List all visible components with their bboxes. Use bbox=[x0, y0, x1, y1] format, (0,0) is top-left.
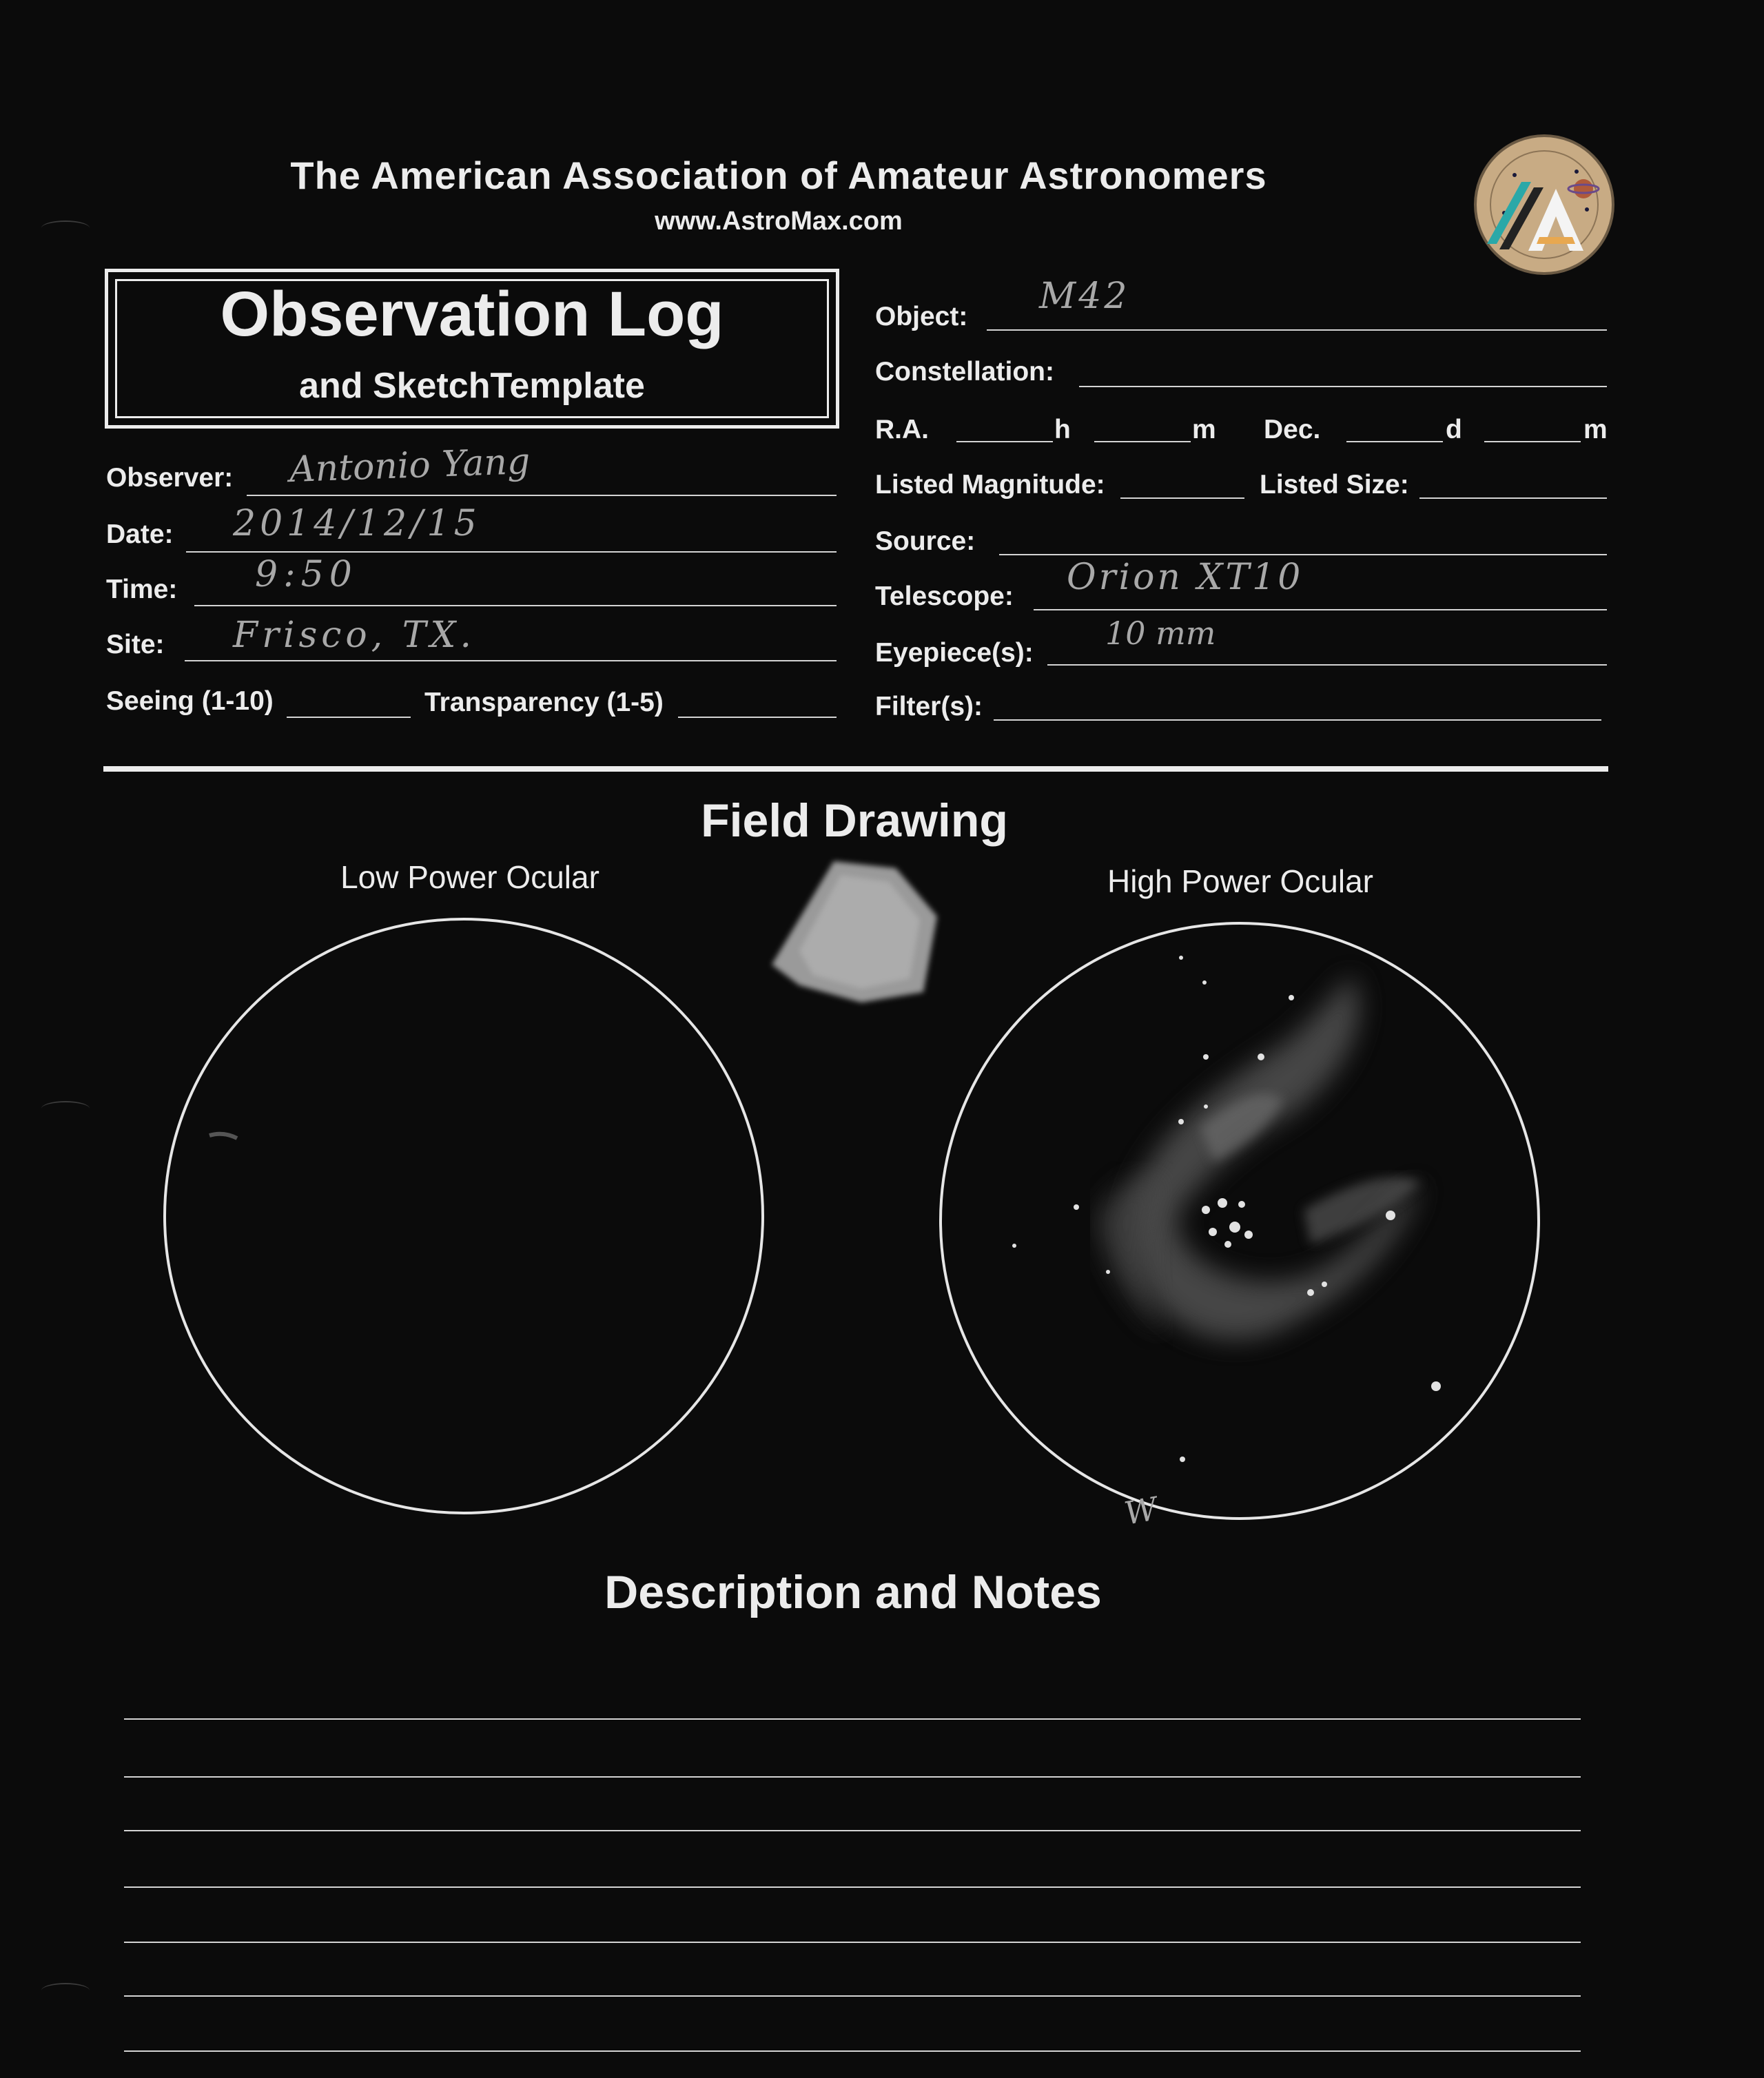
notes-line[interactable] bbox=[124, 1718, 1581, 1720]
ra-label: R.A. bbox=[875, 415, 929, 444]
binder-hole-mark bbox=[41, 1983, 90, 1998]
aaaa-seal-icon bbox=[1473, 134, 1615, 276]
seeing-label: Seeing (1-10) bbox=[106, 686, 274, 716]
log-title: Observation Log bbox=[220, 279, 724, 349]
nebula-sketch bbox=[1097, 976, 1421, 1339]
time-value: 9:50 bbox=[255, 554, 358, 595]
date-value: 2014/12/15 bbox=[233, 503, 481, 544]
ra-hours-field[interactable] bbox=[956, 441, 1053, 442]
high-power-field-circle[interactable] bbox=[939, 920, 1544, 1521]
notes-line[interactable] bbox=[124, 1942, 1581, 1943]
notes-heading: Description and Notes bbox=[604, 1566, 1102, 1618]
object-field[interactable] bbox=[987, 329, 1607, 331]
seeing-field[interactable] bbox=[287, 717, 411, 718]
log-subtitle: and SketchTemplate bbox=[299, 366, 645, 406]
site-label: Site: bbox=[106, 630, 165, 659]
notes-line[interactable] bbox=[124, 2050, 1581, 2052]
telescope-value: Orion XT10 bbox=[1067, 557, 1304, 598]
time-field[interactable] bbox=[194, 605, 837, 606]
dec-degrees-unit: d bbox=[1446, 415, 1462, 444]
low-power-field-circle[interactable] bbox=[163, 916, 768, 1516]
size-label: Listed Size: bbox=[1260, 470, 1409, 500]
notes-line[interactable] bbox=[124, 1830, 1581, 1831]
notes-line[interactable] bbox=[124, 1776, 1581, 1778]
field-drawing-heading: Field Drawing bbox=[701, 794, 1008, 847]
high-power-label: High Power Ocular bbox=[1107, 863, 1374, 899]
telescope-label: Telescope: bbox=[875, 582, 1014, 611]
eyepiece-value: 10 mm bbox=[1105, 615, 1216, 652]
dec-minutes-field[interactable] bbox=[1484, 441, 1581, 442]
telescope-field[interactable] bbox=[1034, 609, 1607, 610]
observer-field[interactable] bbox=[247, 495, 837, 496]
direction-mark: W bbox=[1121, 1490, 1160, 1532]
object-value: M42 bbox=[1039, 276, 1130, 317]
date-field[interactable] bbox=[186, 551, 837, 553]
size-field[interactable] bbox=[1419, 497, 1607, 499]
constellation-field[interactable] bbox=[1079, 386, 1607, 387]
binder-hole-mark bbox=[41, 1101, 90, 1116]
low-power-label: Low Power Ocular bbox=[340, 859, 599, 895]
time-label: Time: bbox=[106, 575, 178, 604]
constellation-label: Constellation: bbox=[875, 357, 1054, 387]
organization-url: www.AstroMax.com bbox=[655, 207, 903, 236]
filter-label: Filter(s): bbox=[875, 692, 983, 721]
site-value: Frisco, TX. bbox=[233, 615, 475, 656]
ra-hours-unit: h bbox=[1054, 415, 1071, 444]
ra-minutes-unit: m bbox=[1192, 415, 1216, 444]
dec-minutes-unit: m bbox=[1583, 415, 1608, 444]
date-label: Date: bbox=[106, 520, 174, 549]
pencil-smudge bbox=[758, 854, 951, 1013]
site-field[interactable] bbox=[185, 660, 837, 661]
notes-line[interactable] bbox=[124, 1995, 1581, 1997]
eyepiece-field[interactable] bbox=[1047, 664, 1607, 666]
transparency-label: Transparency (1-5) bbox=[424, 688, 664, 717]
dec-label: Dec. bbox=[1264, 415, 1321, 444]
object-label: Object: bbox=[875, 302, 968, 331]
section-divider bbox=[103, 766, 1608, 772]
ra-minutes-field[interactable] bbox=[1094, 441, 1191, 442]
notes-line[interactable] bbox=[124, 1886, 1581, 1888]
observer-value: Antonio Yang bbox=[289, 440, 531, 491]
transparency-field[interactable] bbox=[678, 717, 837, 718]
magnitude-label: Listed Magnitude: bbox=[875, 470, 1105, 500]
filter-field[interactable] bbox=[994, 719, 1601, 721]
source-field[interactable] bbox=[999, 554, 1607, 555]
magnitude-field[interactable] bbox=[1120, 497, 1244, 499]
observer-label: Observer: bbox=[106, 463, 234, 493]
organization-title: The American Association of Amateur Astronomers bbox=[290, 154, 1267, 197]
dec-degrees-field[interactable] bbox=[1346, 441, 1443, 442]
eyepiece-label: Eyepiece(s): bbox=[875, 638, 1034, 668]
source-label: Source: bbox=[875, 526, 976, 556]
